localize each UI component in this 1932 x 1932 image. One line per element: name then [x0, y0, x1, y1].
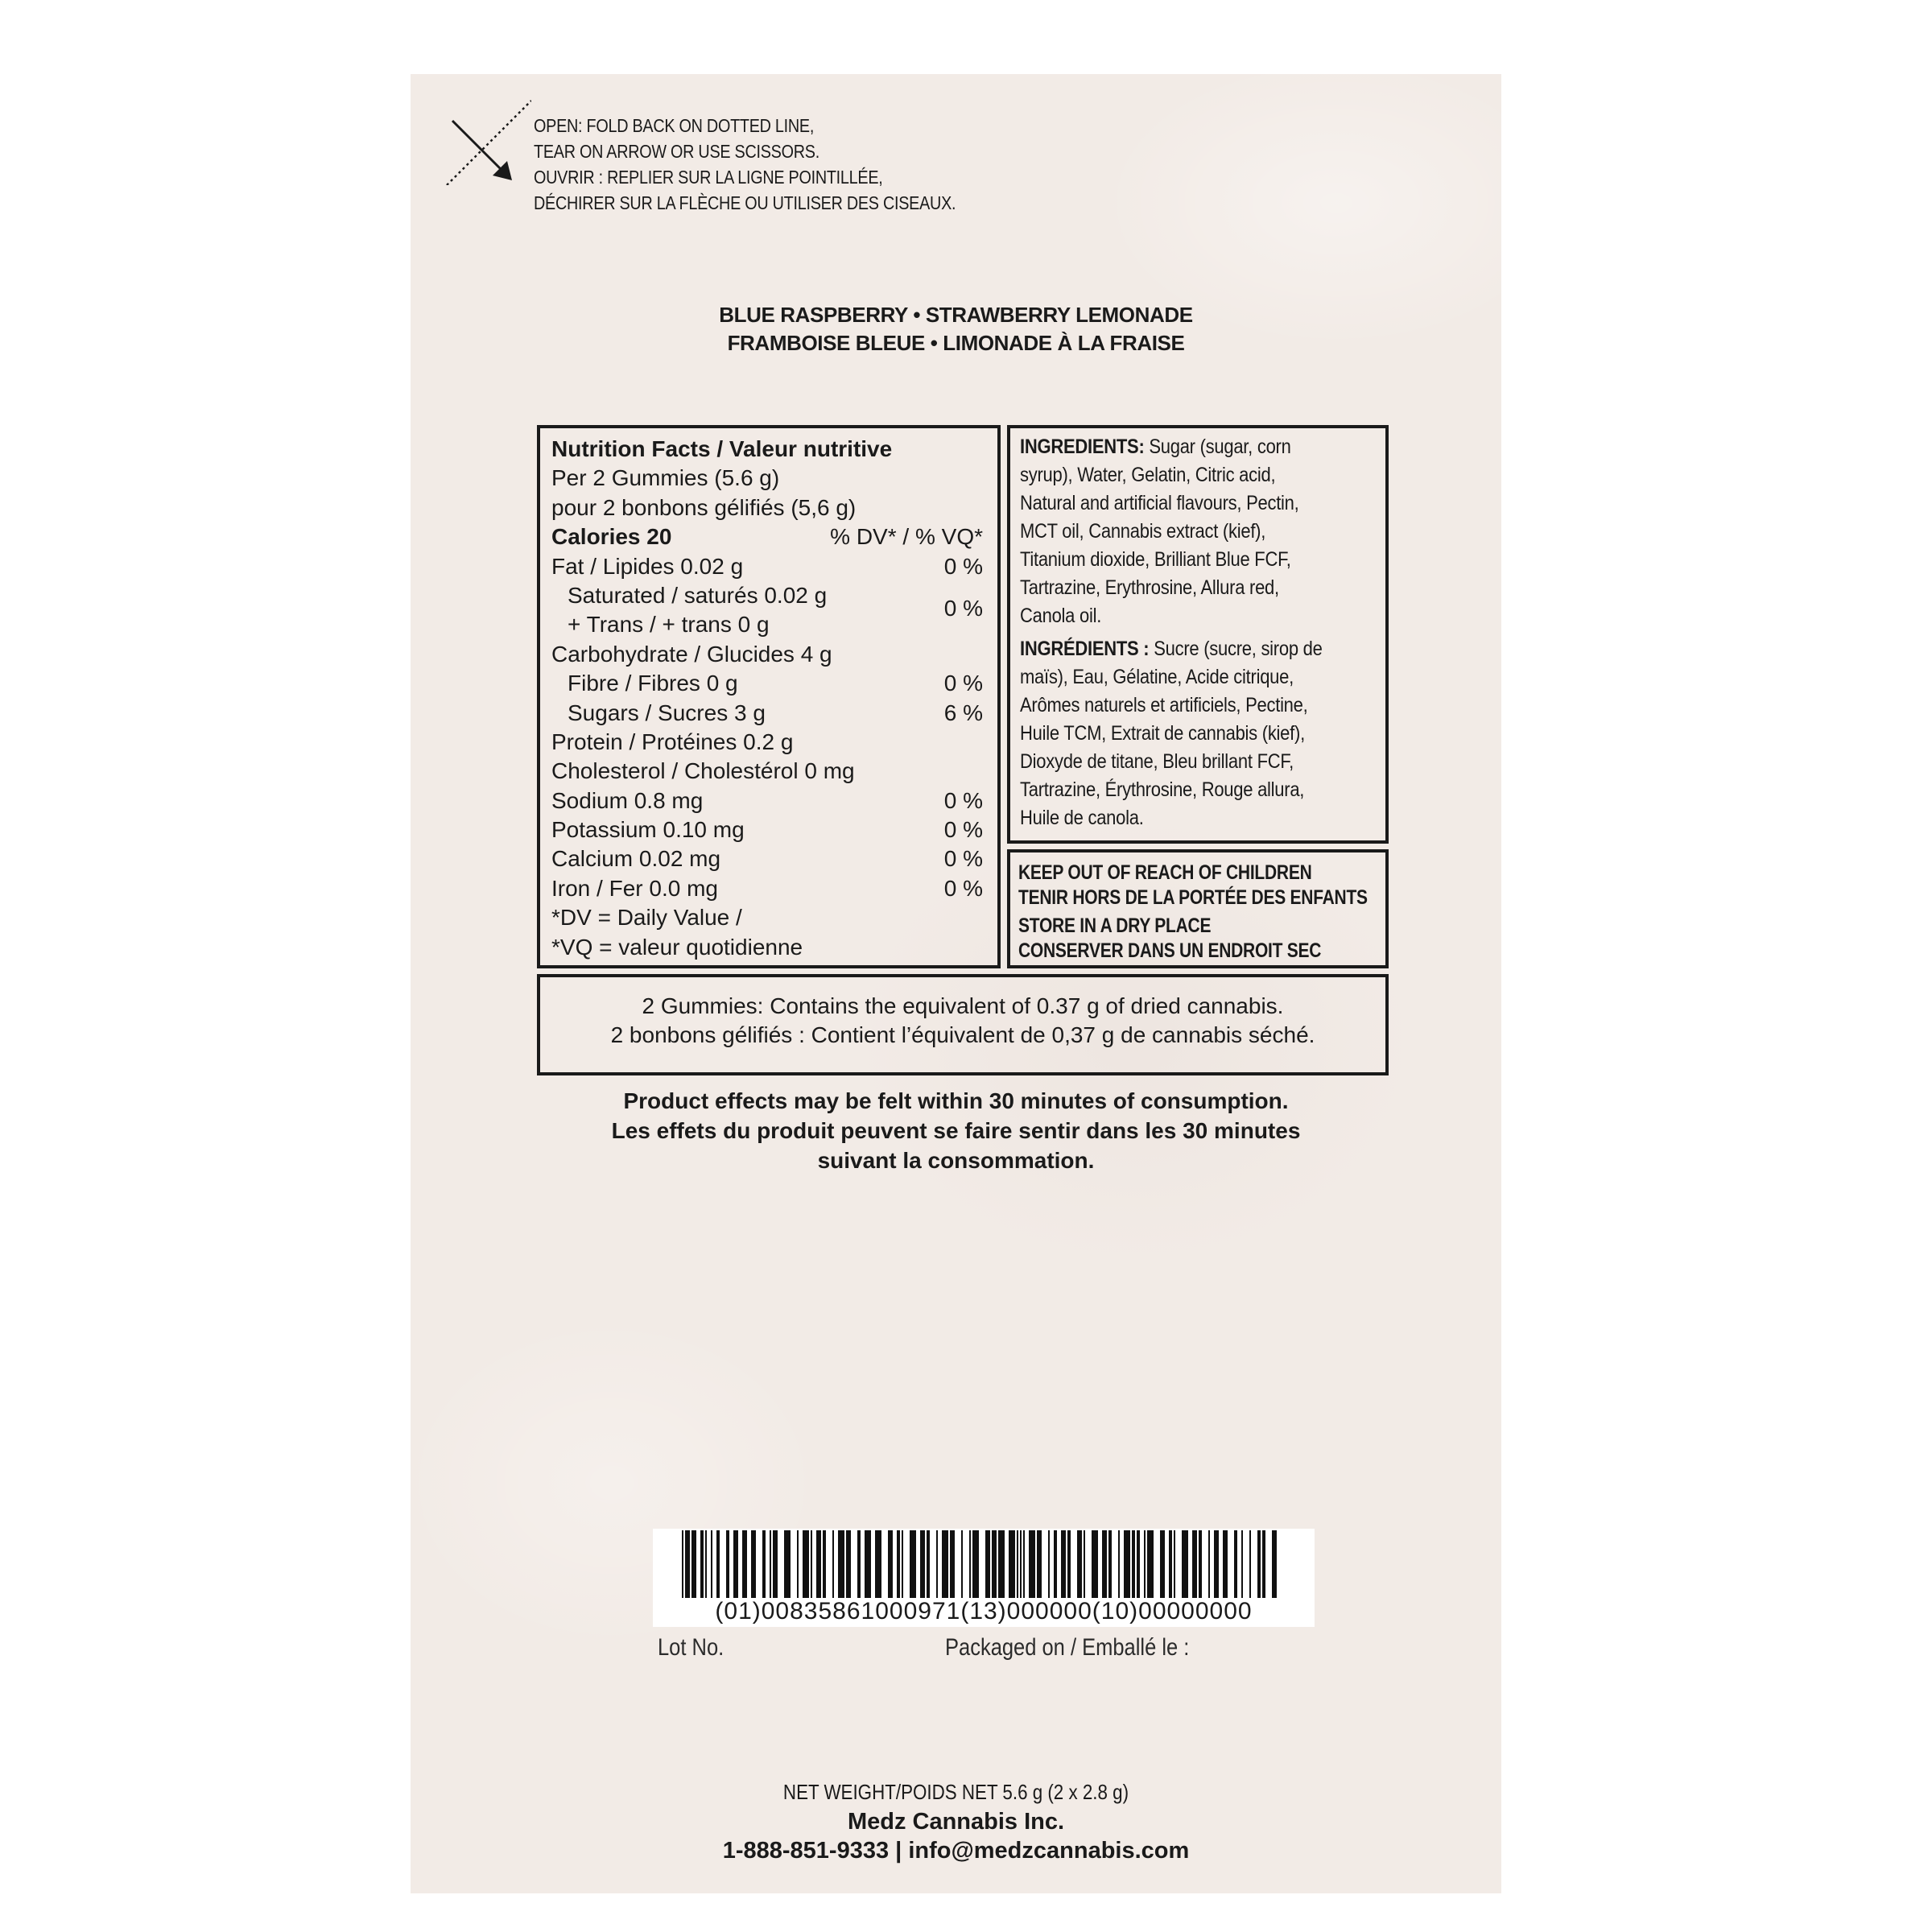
- barcode-bar: [742, 1530, 747, 1598]
- package-back-panel: [411, 74, 1501, 1893]
- warning-keep-out-en: KEEP OUT OF REACH OF CHILDREN: [1018, 861, 1312, 884]
- barcode-bar: [1067, 1530, 1071, 1598]
- calcium-label: Calcium 0.02 mg: [551, 846, 721, 872]
- barcode-bar: [811, 1530, 812, 1598]
- barcode-bar: [733, 1530, 738, 1598]
- barcode-bar: [1223, 1530, 1228, 1598]
- barcode-bar: [969, 1530, 971, 1598]
- effects-fr-line-1: Les effets du produit peuvent se faire sentir dans les 30 minutes: [611, 1118, 1301, 1143]
- barcode-bar: [700, 1530, 704, 1598]
- ingredients-fr-line: Arômes naturels et artificiels, Pectine,: [1020, 694, 1308, 716]
- barcode-bar: [691, 1530, 696, 1598]
- barcode-icon: [682, 1530, 1286, 1598]
- barcode-bar: [1262, 1530, 1265, 1598]
- barcode-bar: [942, 1530, 948, 1598]
- barcode-bar: [1009, 1530, 1015, 1598]
- barcode-bar: [784, 1530, 791, 1598]
- fibre-row: [551, 669, 986, 698]
- warning-store-fr: CONSERVER DANS UN ENDROIT SEC: [1018, 939, 1322, 962]
- nutrition-facts-table: [537, 425, 1001, 968]
- sugars-label: Sugars / Sucres 3 g: [568, 700, 766, 725]
- warning-keep-out-fr: TENIR HORS DE LA PORTÉE DES ENFANTS: [1018, 886, 1368, 909]
- iron-label: Iron / Fer 0.0 mg: [551, 875, 718, 901]
- barcode-bar: [685, 1530, 690, 1598]
- calcium-row: [551, 844, 986, 873]
- barcode-bar: [1077, 1530, 1082, 1598]
- protein-row: Protein / Protéines 0.2 g: [551, 729, 794, 754]
- dv-footnote-en: *DV = Daily Value /: [551, 905, 742, 931]
- barcode-bar: [716, 1530, 720, 1598]
- sugars-dv: 6 %: [943, 700, 983, 725]
- ingredients-fr-label: INGRÉDIENTS :: [1020, 638, 1150, 660]
- barcode-bar: [961, 1530, 963, 1598]
- fibre-label: Fibre / Fibres 0 g: [568, 671, 738, 696]
- barcode-bar: [897, 1530, 900, 1598]
- fat-row: [551, 552, 986, 581]
- barcode-bar: [1061, 1530, 1066, 1598]
- open-instruction-line: DÉCHIRER SUR LA FLÈCHE OU UTILISER DES CISEAUX.: [534, 192, 956, 213]
- barcode-bar: [726, 1530, 729, 1598]
- barcode-bar: [865, 1530, 871, 1598]
- barcode-bar: [1092, 1530, 1098, 1598]
- cannabis-equivalency-box: [537, 974, 1389, 1075]
- calcium-dv: 0 %: [943, 846, 983, 872]
- equivalency-en: 2 Gummies: Contains the equivalent of 0.37 g of dried cannabis.: [642, 993, 1284, 1018]
- carbohydrate-row: Carbohydrate / Glucides 4 g: [551, 641, 832, 667]
- barcode-bar: [1192, 1530, 1197, 1598]
- barcode-bar: [920, 1530, 925, 1598]
- barcode-bar: [1048, 1530, 1050, 1598]
- saturated-trans-row: [551, 581, 986, 640]
- ingredients-fr-line: Sucre (sucre, sirop de: [1149, 638, 1323, 660]
- barcode-bar: [1147, 1530, 1154, 1598]
- packaged-on-label: Packaged on / Emballé le :: [945, 1634, 1190, 1661]
- barcode-bar: [1160, 1530, 1165, 1598]
- dv-header: % DV* / % VQ*: [830, 524, 983, 550]
- ingredients-en-label: INGREDIENTS:: [1020, 436, 1145, 458]
- fibre-dv: 0 %: [943, 671, 983, 696]
- barcode-bar: [902, 1530, 903, 1598]
- warnings-box: [1007, 849, 1389, 968]
- serving-size-fr: pour 2 bonbons gélifiés (5,6 g): [551, 494, 857, 520]
- ingredients-box: [1007, 425, 1389, 844]
- flavor-names: [411, 301, 1501, 357]
- saturated-label: Saturated / saturés 0.02 g: [568, 582, 828, 608]
- flavor-names-en: BLUE RASPBERRY • STRAWBERRY LEMONADE: [719, 303, 1193, 327]
- barcode-bar: [985, 1530, 990, 1598]
- barcode-bar: [992, 1530, 997, 1598]
- barcode-bar: [950, 1530, 955, 1598]
- ingredients-fr-line: Dioxyde de titane, Bleu brillant FCF,: [1020, 750, 1294, 773]
- barcode-bar: [1234, 1530, 1237, 1598]
- potassium-row: [551, 815, 986, 844]
- ingredients-en-line: MCT oil, Cannabis extract (kief),: [1020, 520, 1266, 543]
- net-weight: [411, 1778, 1501, 1806]
- barcode-bar: [857, 1530, 861, 1598]
- trans-label: + Trans / + trans 0 g: [568, 612, 770, 638]
- potassium-dv: 0 %: [943, 817, 983, 843]
- barcode-bar: [773, 1530, 778, 1598]
- barcode-bar: [1144, 1530, 1146, 1598]
- barcode-bar: [1118, 1530, 1120, 1598]
- barcode-bar: [1037, 1530, 1042, 1598]
- lot-number-label: Lot No.: [658, 1634, 724, 1661]
- dv-footnote-fr: *VQ = valeur quotidienne: [551, 934, 803, 960]
- iron-dv: 0 %: [943, 875, 983, 901]
- net-weight-text: NET WEIGHT/POIDS NET 5.6 g (2 x 2.8 g): [782, 1780, 1129, 1804]
- company-name: Medz Cannabis Inc.: [847, 1809, 1065, 1835]
- calories-row: [551, 522, 986, 551]
- barcode-bar: [832, 1530, 834, 1598]
- barcode-bar: [1108, 1530, 1112, 1598]
- barcode-bar: [1054, 1530, 1057, 1598]
- barcode-bar: [711, 1530, 712, 1598]
- fat-dv: 0 %: [943, 553, 983, 579]
- ingredients-en-line: Canola oil.: [1020, 605, 1102, 627]
- barcode-bar: [1257, 1530, 1261, 1598]
- barcode-bar: [972, 1530, 979, 1598]
- fat-label: Fat / Lipides 0.02 g: [551, 553, 744, 579]
- effects-statement: [411, 1086, 1501, 1175]
- barcode-bar: [838, 1530, 844, 1598]
- effects-en: Product effects may be felt within 30 minutes of consumption.: [623, 1088, 1289, 1113]
- serving-size-en: Per 2 Gummies (5.6 g): [551, 465, 780, 491]
- ingredients-fr-line: Huile de canola.: [1020, 807, 1144, 829]
- barcode-bar: [1182, 1530, 1188, 1598]
- barcode-bar: [705, 1530, 707, 1598]
- ingredients-en-line: syrup), Water, Gelatin, Citric acid,: [1020, 464, 1276, 486]
- barcode-bar: [762, 1530, 766, 1598]
- sugars-row: [551, 699, 986, 728]
- barcode-bar: [936, 1530, 938, 1598]
- barcode-bar: [927, 1530, 930, 1598]
- barcode-bar: [1084, 1530, 1085, 1598]
- barcode-bar: [1241, 1530, 1243, 1598]
- sodium-row: [551, 786, 986, 815]
- barcode-bar: [823, 1530, 826, 1598]
- barcode-bar: [1023, 1530, 1025, 1598]
- barcode-bar: [1020, 1530, 1022, 1598]
- barcode-bar: [1102, 1530, 1107, 1598]
- sodium-label: Sodium 0.8 mg: [551, 787, 704, 813]
- barcode-bar: [1208, 1530, 1210, 1598]
- barcode-bar: [888, 1530, 893, 1598]
- barcode-bar: [875, 1530, 881, 1598]
- barcode-bar: [682, 1530, 683, 1598]
- nutrition-title: Nutrition Facts / Valeur nutritive: [551, 436, 893, 461]
- barcode-label: [653, 1529, 1315, 1627]
- ingredients-fr-line: maïs), Eau, Gélatine, Acide citrique,: [1020, 666, 1294, 688]
- ingredients-en: [1020, 433, 1381, 832]
- flavor-names-fr: FRAMBOISE BLEUE • LIMONADE À LA FRAISE: [727, 331, 1185, 355]
- open-instruction-line: OUVRIR : REPLIER SUR LA LIGNE POINTILLÉE,: [534, 167, 883, 188]
- barcode-bar: [770, 1530, 771, 1598]
- open-instructions: [534, 113, 956, 216]
- barcode-bar: [1132, 1530, 1135, 1598]
- barcode-bar: [1214, 1530, 1219, 1598]
- barcode-bar: [1272, 1530, 1277, 1598]
- equivalency-fr: 2 bonbons gélifiés : Contient l’équivalent de 0,37 g de cannabis séché.: [610, 1022, 1315, 1047]
- sodium-dv: 0 %: [943, 787, 983, 813]
- open-instruction-line: OPEN: FOLD BACK ON DOTTED LINE,: [534, 115, 815, 136]
- potassium-label: Potassium 0.10 mg: [551, 817, 745, 843]
- contact-info: 1-888-851-9333 | info@medzcannabis.com: [722, 1838, 1190, 1864]
- barcode-bar: [1017, 1530, 1018, 1598]
- barcode-bar: [998, 1530, 1005, 1598]
- barcode-bar: [816, 1530, 821, 1598]
- ingredients-en-line: Tartrazine, Erythrosine, Allura red,: [1020, 576, 1279, 599]
- barcode-bar: [751, 1530, 756, 1598]
- iron-row: [551, 874, 986, 903]
- barcode-bar: [803, 1530, 809, 1598]
- barcode-bar: [1174, 1530, 1175, 1598]
- cholesterol-row: Cholesterol / Cholestérol 0 mg: [551, 758, 855, 784]
- ingredients-en-line: Natural and artificial flavours, Pectin,: [1020, 492, 1299, 514]
- barcode-bar: [1169, 1530, 1172, 1598]
- scissors-fold-arrow-icon: [443, 97, 531, 185]
- barcode-bar: [1029, 1530, 1035, 1598]
- barcode-bar: [1137, 1530, 1140, 1598]
- barcode-bar: [1249, 1530, 1251, 1598]
- effects-fr-line-2: suivant la consommation.: [817, 1148, 1095, 1173]
- open-instruction-line: TEAR ON ARROW OR USE SCISSORS.: [534, 141, 819, 162]
- barcode-bar: [1124, 1530, 1130, 1598]
- ingredients-en-line: Titanium dioxide, Brilliant Blue FCF,: [1020, 548, 1291, 571]
- barcode-number: (01)00835861000971(13)000000(10)00000000: [715, 1598, 1253, 1624]
- warning-store-en: STORE IN A DRY PLACE: [1018, 914, 1212, 937]
- ingredients-fr-line: Huile TCM, Extrait de cannabis (kief),: [1020, 722, 1305, 745]
- ingredients-fr-line: Tartrazine, Érythrosine, Rouge allura,: [1020, 778, 1305, 801]
- ingredients-en-line: Sugar (sugar, corn: [1144, 436, 1291, 458]
- calories-label: Calories 20: [551, 524, 672, 550]
- barcode-bar: [846, 1530, 851, 1598]
- barcode-bar: [797, 1530, 799, 1598]
- barcode-bar: [1199, 1530, 1202, 1598]
- barcode-bar: [910, 1530, 916, 1598]
- saturated-trans-dv: 0 %: [943, 595, 983, 621]
